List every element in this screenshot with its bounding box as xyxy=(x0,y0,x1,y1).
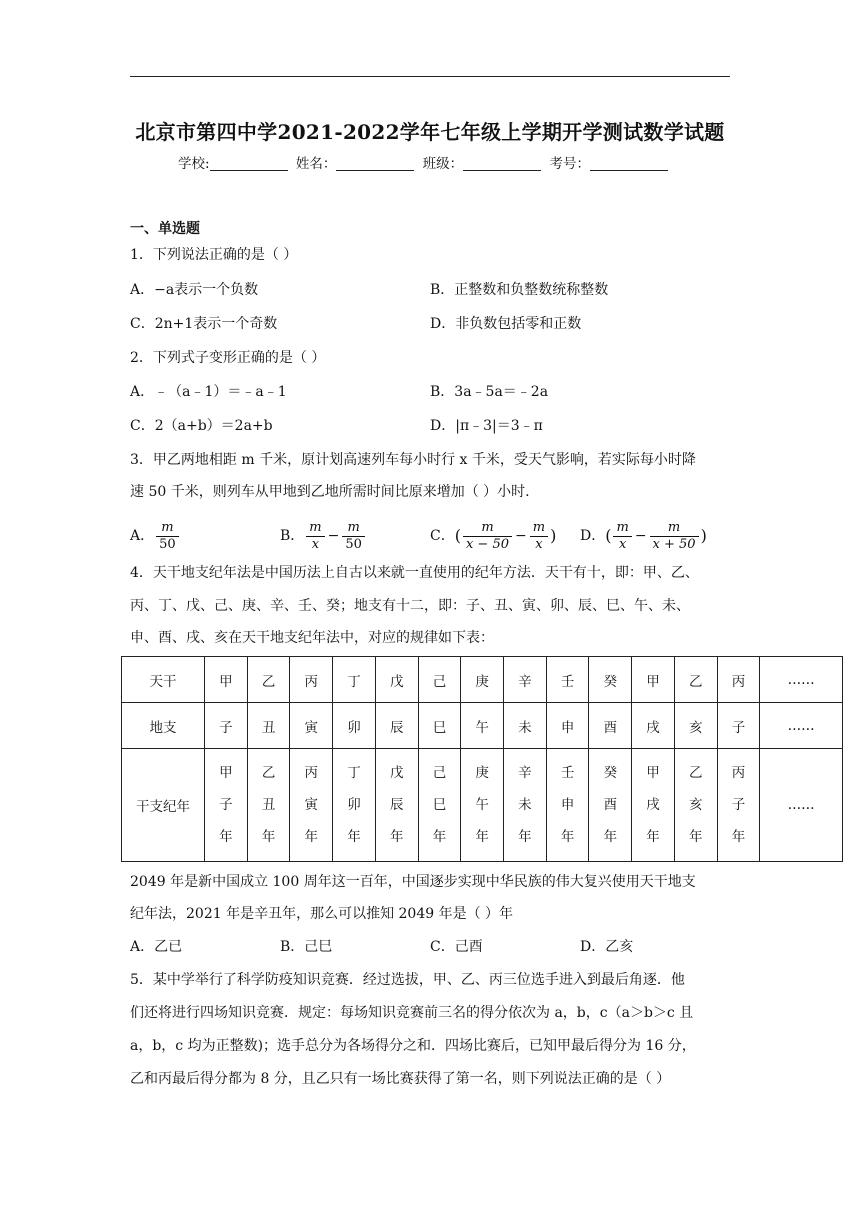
q3-c-open-paren: ( xyxy=(454,526,461,545)
class-blank xyxy=(463,156,541,171)
q1-option-b: B．正整数和负整数统称整数 xyxy=(430,282,609,298)
q3-d-close-paren: ) xyxy=(700,526,707,545)
tiangan-cell: 戊 xyxy=(375,657,418,703)
ganzhi-year-cell: 丁 卯 年 xyxy=(333,749,376,862)
school-label: 学校: xyxy=(178,156,210,172)
q4-option-a: A．乙已 xyxy=(130,939,183,955)
tiangan-cell: 甲 xyxy=(632,657,675,703)
q2-option-c: C．2（a+b）＝2a+b xyxy=(130,418,273,434)
dizhi-header: 地支 xyxy=(122,703,205,749)
q5-line2: 们还将进行四场知识竞赛．规定：每场知识竞赛前三名的得分依次为 a，b，c（a＞b＞c 且 xyxy=(130,1005,694,1021)
ganzhi-table xyxy=(121,656,843,862)
ganzhi-year-cell: 甲 子 年 xyxy=(205,749,248,862)
ganzhi-year-row xyxy=(122,749,843,862)
q4-after-line2: 纪年法，2021 年是辛丑年，那么可以推知 2049 年是（ ）年 xyxy=(130,906,514,922)
q5-line4: 乙和丙最后得分都为 8 分，且乙只有一场比赛获得了第一名，则下列说法正确的是（ ） xyxy=(130,1071,671,1087)
q2-option-a: A．﹣（a﹣1）＝﹣a﹣1 xyxy=(130,384,287,400)
q3-a-fraction xyxy=(156,520,179,553)
q3-c-fraction-1 xyxy=(463,520,512,553)
tiangan-ellipsis: …… xyxy=(760,657,843,703)
q3-d-denominator-2: x + 50 xyxy=(652,536,696,552)
ganzhi-year-cell: 癸 酉 年 xyxy=(589,749,632,862)
dizhi-cell: 卯 xyxy=(333,703,376,749)
q3-d-numerator-2: m xyxy=(650,520,699,537)
ganzhi-year-ellipsis: …… xyxy=(760,749,843,862)
q4-option-d: D．乙亥 xyxy=(580,939,634,955)
q3-b-denominator-2: 50 xyxy=(345,536,362,552)
q3-option-c-label: C． xyxy=(430,528,455,544)
q3-option-a-label: A． xyxy=(130,528,155,544)
q4-after-line1: 2049 年是新中国成立 100 周年这一百年，中国逐步实现中华民族的伟大复兴使用天干地支 xyxy=(130,874,696,890)
q3-c-denominator-1: x − 50 xyxy=(465,536,509,552)
tiangan-header: 天干 xyxy=(122,657,205,703)
ganzhi-year-header: 干支纪年 xyxy=(122,749,205,862)
q3-option-d xyxy=(580,518,707,554)
dizhi-cell: 丑 xyxy=(247,703,290,749)
q3-d-open-paren: ( xyxy=(605,526,612,545)
dizhi-cell: 酉 xyxy=(589,703,632,749)
q4-stem-line2: 丙、丁、戊、己、庚、辛、壬、癸；地支有十二，即：子、丑、寅、卯、辰、巳、午、未、 xyxy=(130,598,690,614)
q5-line1: 5．某中学举行了科学防疫知识竞赛．经过选拔，甲、乙、丙三位选手进入到最后角逐．他 xyxy=(130,972,685,988)
tiangan-cell: 己 xyxy=(418,657,461,703)
q3-b-fraction-1 xyxy=(306,520,324,553)
ganzhi-year-cell: 庚 午 年 xyxy=(461,749,504,862)
tiangan-cell: 甲 xyxy=(205,657,248,703)
class-label: 班级： xyxy=(422,156,464,172)
q2-option-d: D．|π﹣3|＝3﹣π xyxy=(430,418,543,434)
exam-title: 北京市第四中学2021-2022学年七年级上学期开学测试数学试题 xyxy=(135,120,725,144)
ganzhi-year-cell: 己 巳 年 xyxy=(418,749,461,862)
q3-b-fraction-2 xyxy=(342,520,365,553)
section-title: 一、单选题 xyxy=(130,221,200,237)
q3-stem-line2: 速 50 千米，则列车从甲地到乙地所需时间比原来增加（ ）小时. xyxy=(130,484,530,500)
q3-d-numerator-1: m xyxy=(613,520,631,537)
school-blank xyxy=(210,156,288,171)
ganzhi-year-cell: 戊 辰 年 xyxy=(375,749,418,862)
ganzhi-year-cell: 壬 申 年 xyxy=(546,749,589,862)
q3-option-b xyxy=(280,518,367,554)
dizhi-cell: 申 xyxy=(546,703,589,749)
ganzhi-year-cell: 甲 戌 年 xyxy=(632,749,675,862)
q3-d-minus: − xyxy=(634,528,647,544)
q3-c-denominator-2: x xyxy=(535,536,543,552)
tiangan-cell: 庚 xyxy=(461,657,504,703)
ganzhi-year-cell: 丙 寅 年 xyxy=(290,749,333,862)
name-blank xyxy=(336,156,414,171)
q3-option-b-label: B． xyxy=(280,528,305,544)
q3-a-denominator: 50 xyxy=(159,536,176,552)
name-label: 姓名： xyxy=(295,156,337,172)
tiangan-cell: 乙 xyxy=(674,657,717,703)
q2-option-b: B．3a﹣5a＝﹣2a xyxy=(430,384,549,400)
tiangan-row xyxy=(122,657,843,703)
q1-option-d: D．非负数包括零和正数 xyxy=(430,316,582,332)
tiangan-cell: 癸 xyxy=(589,657,632,703)
tiangan-cell: 乙 xyxy=(247,657,290,703)
q3-b-numerator-2: m xyxy=(342,520,365,537)
q3-b-denominator-1: x xyxy=(311,536,320,552)
q3-a-numerator: m xyxy=(156,520,179,537)
student-info-line xyxy=(178,152,672,172)
exam-number-label: 考号： xyxy=(549,156,590,172)
q3-d-fraction-1 xyxy=(613,520,631,553)
dizhi-cell: 未 xyxy=(504,703,547,749)
q3-b-numerator-1: m xyxy=(306,520,324,537)
tiangan-cell: 辛 xyxy=(504,657,547,703)
header-rule xyxy=(130,76,730,77)
exam-number-blank xyxy=(590,156,668,171)
dizhi-cell: 子 xyxy=(205,703,248,749)
q1-option-a: A．−a表示一个负数 xyxy=(130,282,259,298)
q3-b-minus: − xyxy=(327,528,340,544)
q3-c-minus: − xyxy=(515,528,527,544)
q4-stem-line1: 4．天干地支纪年法是中国历法上自古以来就一直使用的纪年方法．天干有十，即：甲、乙、 xyxy=(130,565,699,581)
ganzhi-year-cell: 丙 子 年 xyxy=(717,749,760,862)
dizhi-cell: 子 xyxy=(717,703,760,749)
tiangan-cell: 丁 xyxy=(333,657,376,703)
dizhi-cell: 辰 xyxy=(375,703,418,749)
dizhi-cell: 巳 xyxy=(418,703,461,749)
ganzhi-year-cell: 辛 未 年 xyxy=(504,749,547,862)
q2-stem: 2．下列式子变形正确的是（ ） xyxy=(130,350,326,366)
dizhi-cell: 午 xyxy=(461,703,504,749)
dizhi-cell: 亥 xyxy=(674,703,717,749)
dizhi-cell: 寅 xyxy=(290,703,333,749)
q4-option-c: C．己酉 xyxy=(430,939,483,955)
dizhi-row xyxy=(122,703,843,749)
q5-line3: a，b，c 均为正整数)；选手总分为各场得分之和．四场比赛后，已知甲最后得分为 16 分， xyxy=(130,1038,696,1054)
dizhi-cell: 戌 xyxy=(632,703,675,749)
ganzhi-year-cell: 乙 丑 年 xyxy=(247,749,290,862)
q4-option-b: B．己巳 xyxy=(280,939,333,955)
q3-option-d-label: D． xyxy=(580,528,606,544)
q3-c-numerator-2: m xyxy=(530,520,548,537)
tiangan-cell: 丙 xyxy=(717,657,760,703)
q3-c-close-paren: ) xyxy=(550,526,557,545)
q3-d-denominator-1: x xyxy=(618,536,627,552)
q3-c-fraction-2 xyxy=(530,520,548,553)
q1-stem: 1．下列说法正确的是（ ） xyxy=(130,247,298,263)
q3-option-c xyxy=(430,518,556,554)
q3-c-numerator-1: m xyxy=(463,520,512,537)
q1-option-c: C．2n+1表示一个奇数 xyxy=(130,316,278,332)
tiangan-cell: 壬 xyxy=(546,657,589,703)
q3-d-fraction-2 xyxy=(650,520,699,553)
ganzhi-year-cell: 乙 亥 年 xyxy=(674,749,717,862)
dizhi-ellipsis: …… xyxy=(760,703,843,749)
tiangan-cell: 丙 xyxy=(290,657,333,703)
q3-option-a xyxy=(130,518,181,554)
q3-stem-line1: 3．甲乙两地相距 m 千米，原计划高速列车每小时行 x 千米，受天气影响，若实际每小时降 xyxy=(130,452,696,468)
q4-stem-line3: 申、酉、戌、亥在天干地支纪年法中，对应的规律如下表： xyxy=(130,630,494,646)
